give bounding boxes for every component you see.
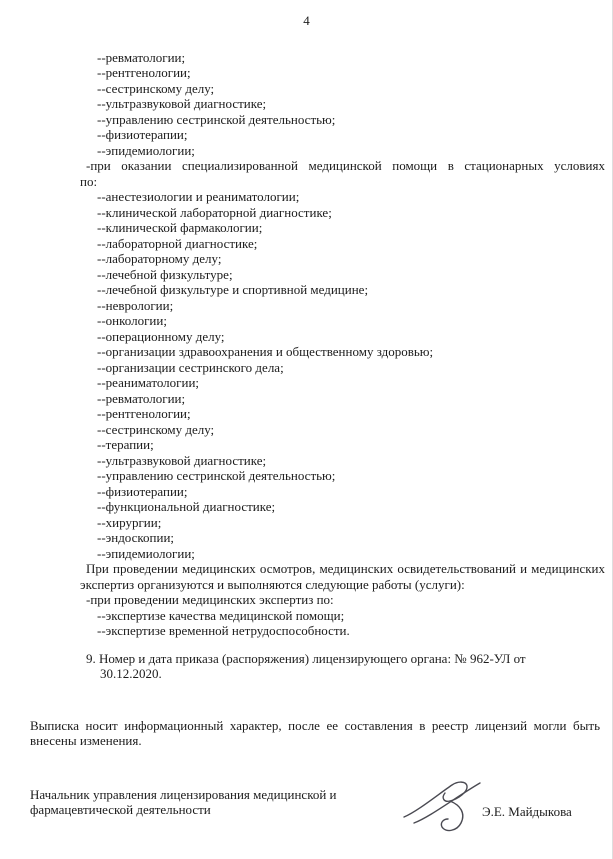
signature-block bbox=[30, 787, 613, 857]
page-number: 4 bbox=[303, 13, 310, 28]
list-item: --эпидемиологии; bbox=[97, 142, 195, 158]
list-item: --клинической лабораторной диагностике; bbox=[97, 204, 332, 220]
order-number-line1: 9. Номер и дата приказа (распоряжения) лицензирующего органа: № 962-УЛ от bbox=[86, 650, 526, 666]
list-item: --физиотерапии; bbox=[97, 127, 188, 142]
list-item: --терапии; bbox=[97, 437, 154, 452]
list-item: --управлению сестринской деятельностью; bbox=[97, 111, 336, 127]
list-item: --сестринскому делу; bbox=[97, 80, 215, 96]
list-item: --рентгенологии; bbox=[97, 65, 191, 80]
list-item: --эндоскопии; bbox=[97, 530, 175, 545]
list-item: --анестезиологии и реаниматологии; bbox=[97, 189, 300, 204]
list-item: --реаниматологии; bbox=[97, 375, 200, 390]
list-item: --хирургии; bbox=[97, 514, 162, 530]
services-list-inpatient bbox=[97, 189, 605, 561]
list-item: --ультразвуковой диагностике; bbox=[97, 452, 267, 468]
order-number-item bbox=[80, 651, 605, 682]
list-item: --сестринскому делу; bbox=[97, 421, 215, 437]
services-list-outpatient bbox=[97, 50, 605, 159]
disclaimer-paragraph: Выписка носит информационный характер, после ее составления в реестр лицензий могли быть внесены изменения. bbox=[30, 717, 600, 748]
list-item: --управлению сестринской деятельностью; bbox=[97, 468, 336, 483]
list-item: --лабораторной диагностике; bbox=[97, 235, 258, 251]
list-item: --операционному делу; bbox=[97, 328, 225, 344]
list-item: --организации здравоохранения и общественному здоровью; bbox=[97, 344, 434, 359]
list-item: --клинической фармакологии; bbox=[97, 220, 263, 235]
list-item: --эпидемиологии; bbox=[97, 545, 195, 561]
list-item: --лечебной физкультуре и спортивной медицине; bbox=[97, 282, 369, 297]
order-number-line2: 30.12.2020. bbox=[100, 666, 162, 681]
list-item: --экспертизе качества медицинской помощи; bbox=[97, 607, 345, 623]
list-item: --ревматологии; bbox=[97, 49, 186, 65]
list-item: --онкологии; bbox=[97, 313, 167, 328]
inpatient-intro-continuation: по: bbox=[80, 173, 98, 189]
list-item: --неврологии; bbox=[97, 297, 174, 313]
list-item: --функциональной диагностике; bbox=[97, 499, 276, 514]
inpatient-intro-line: -при оказании специализированной медицинской помощи в стационарных условиях bbox=[86, 158, 605, 173]
list-item: --экспертизе временной нетрудоспособности. bbox=[97, 623, 350, 638]
expertise-intro-line: -при проведении медицинских экспертиз по: bbox=[86, 592, 334, 607]
signatory-title: Начальник управления лицензирования медицинской и фармацевтической деятельности bbox=[30, 786, 337, 817]
list-item: --ревматологии; bbox=[97, 390, 186, 406]
list-item: --физиотерапии; bbox=[97, 483, 188, 499]
signature bbox=[400, 779, 486, 837]
list-item: --рентгенологии; bbox=[97, 406, 191, 421]
document-body bbox=[80, 50, 605, 682]
list-item: --организации сестринского дела; bbox=[97, 359, 284, 375]
services-list-expertise bbox=[97, 608, 605, 639]
list-item: --лабораторному делу; bbox=[97, 251, 222, 266]
signatory-name: Э.Е. Майдыкова bbox=[482, 803, 572, 819]
list-item: --лечебной физкультуре; bbox=[97, 266, 233, 282]
list-item: --ультразвуковой диагностике; bbox=[97, 96, 267, 111]
exams-paragraph: При проведении медицинских осмотров, медицинских освидетельствований и медицинских экспертиз организуются и выполняются следующие работы (услуги): bbox=[80, 561, 605, 592]
